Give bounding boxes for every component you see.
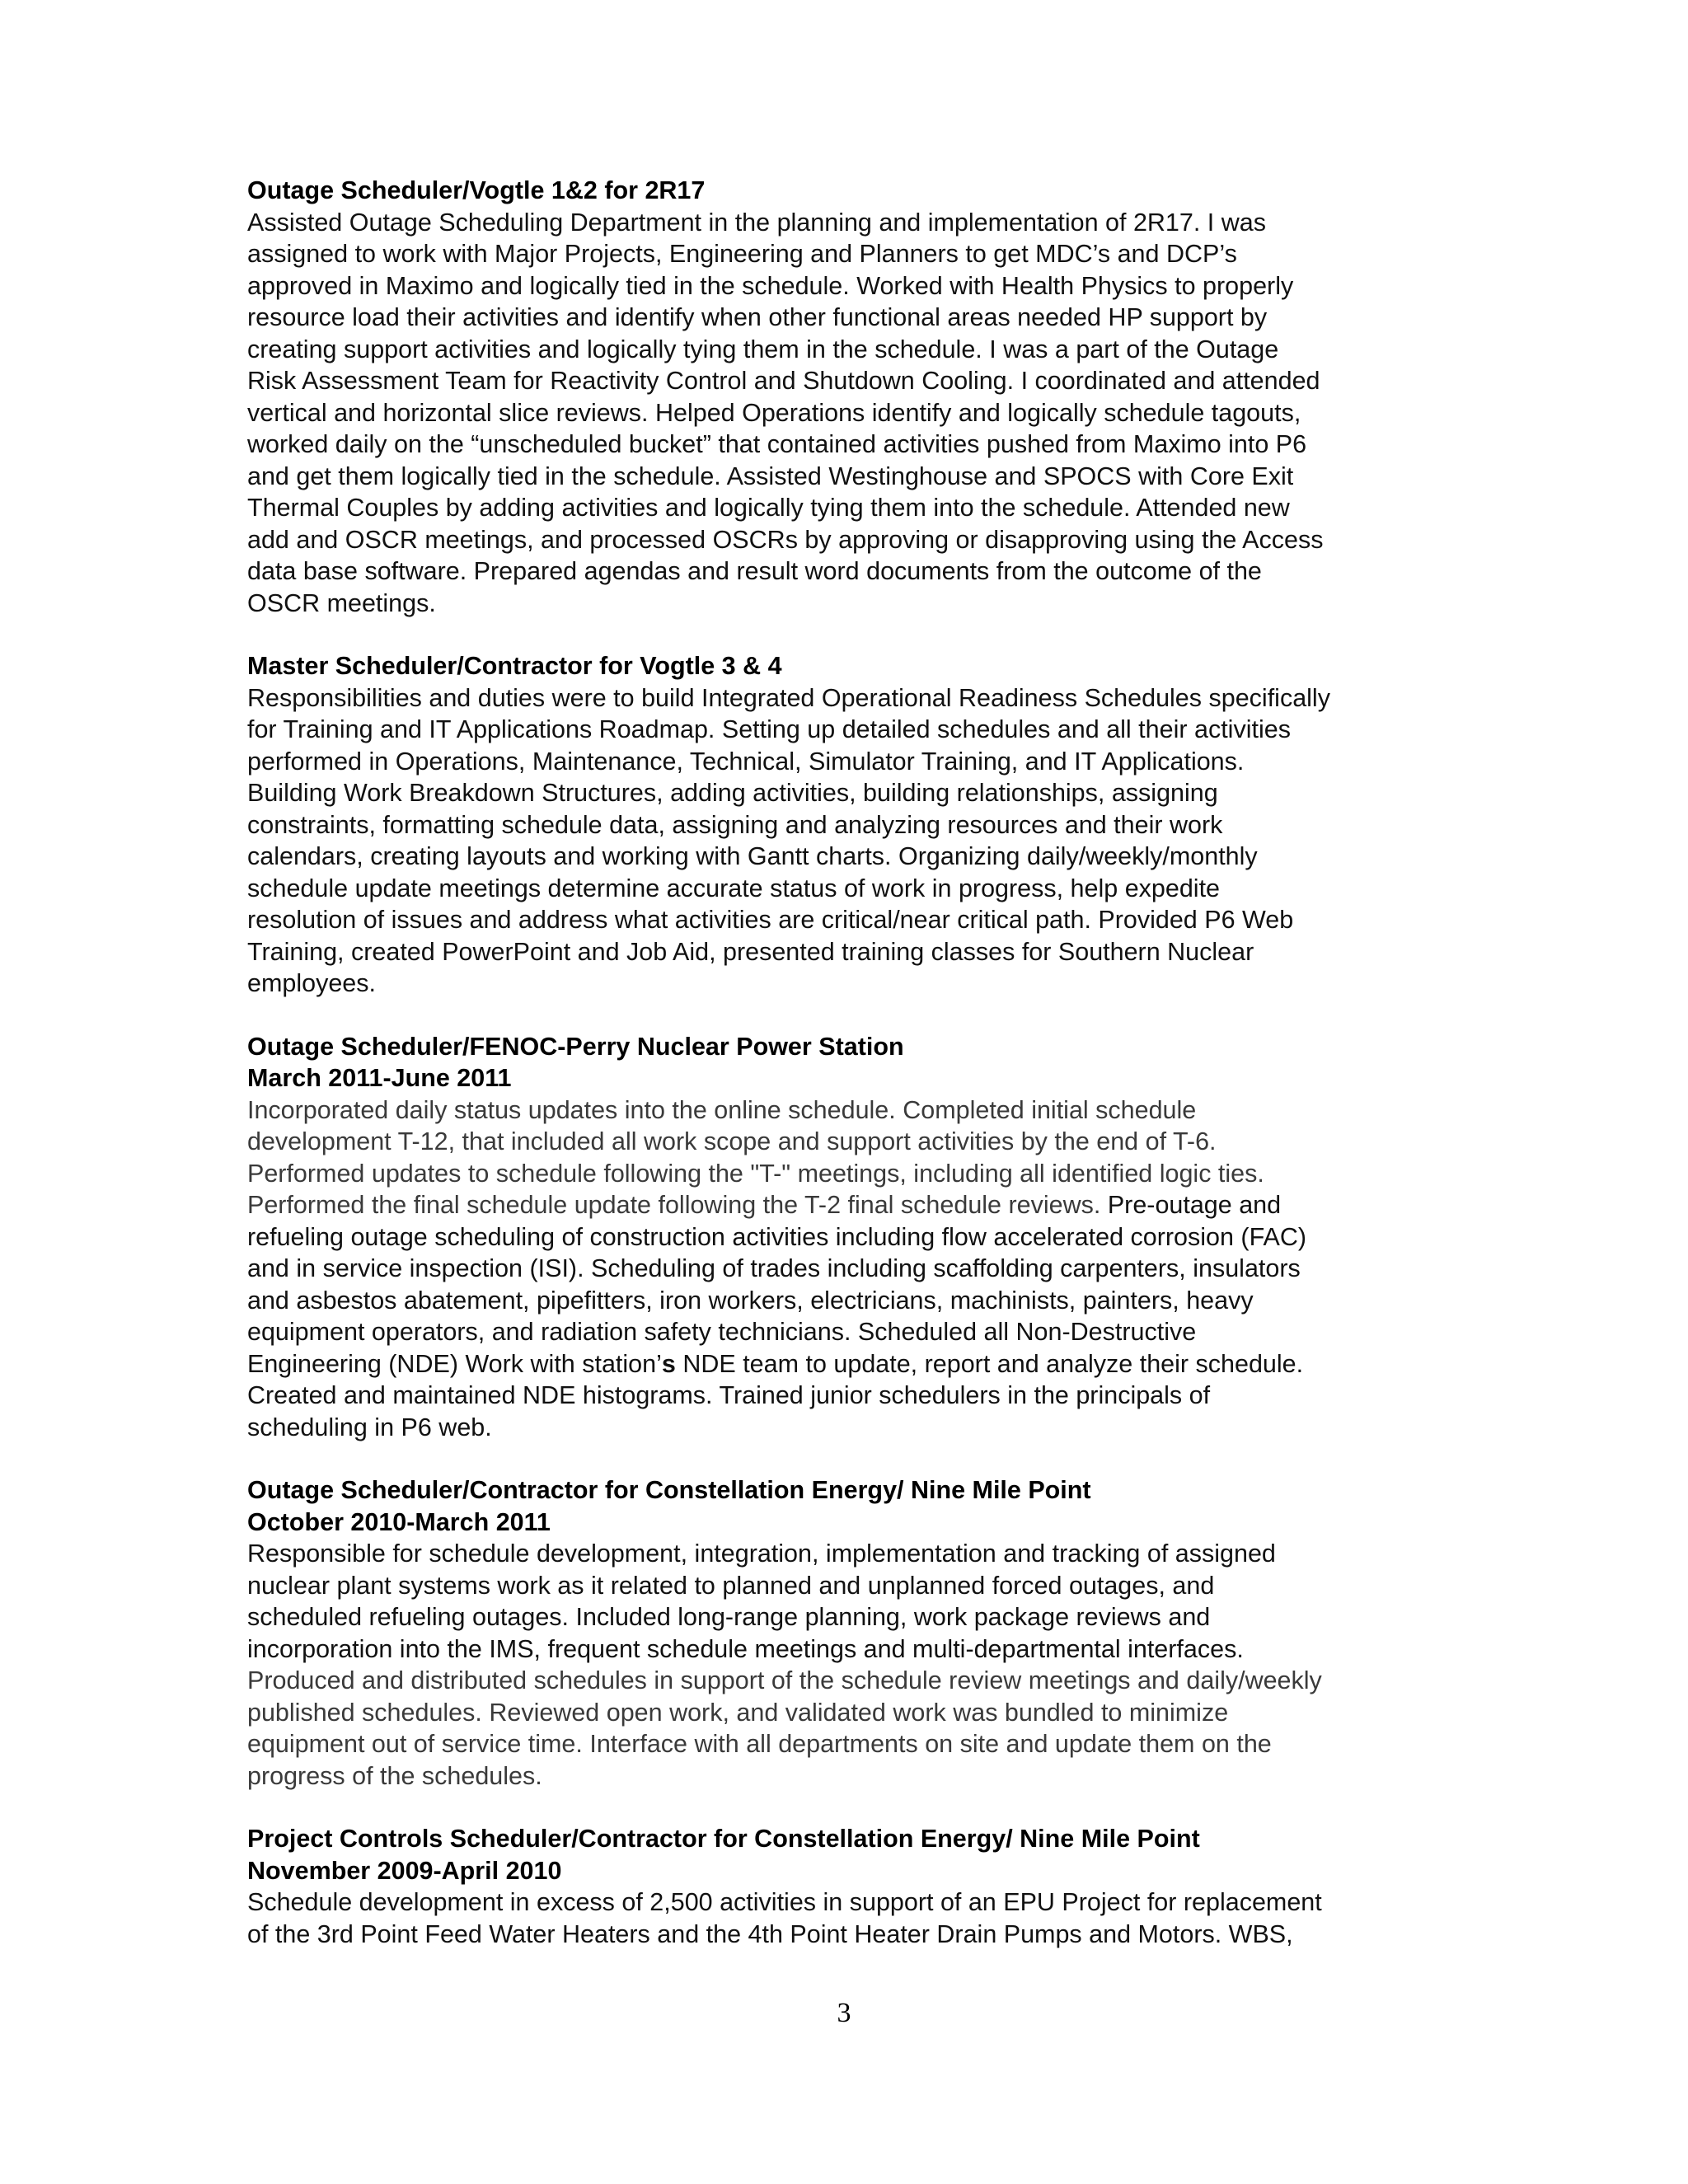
text-line: Produced and distributed schedules in support of the schedule review meetings and daily/weekly	[247, 1666, 1322, 1694]
text-line: Responsible for schedule development, integration, implementation and tracking of assigned	[247, 1540, 1276, 1568]
job-title: Outage Scheduler/Contractor for Constellation Energy/ Nine Mile Point	[247, 1476, 1091, 1504]
resume-content	[247, 175, 1451, 1981]
text-line: and get them logically tied in the schedule. Assisted Westinghouse and SPOCS with Core Exit	[247, 462, 1294, 490]
job-description	[247, 1538, 1451, 1792]
text-line: vertical and horizontal slice reviews. Helped Operations identify and logically schedule tagouts,	[247, 398, 1301, 427]
bold-text-span: s	[661, 1349, 676, 1378]
job-description	[247, 207, 1451, 620]
text-line: published schedules. Reviewed open work, and validated work was bundled to minimize	[247, 1698, 1229, 1727]
text-line: performed in Operations, Maintenance, Technical, Simulator Training, and IT Applications.	[247, 747, 1245, 776]
text-span: Engineering (NDE) Work with station’	[247, 1349, 662, 1378]
text-span: Pre-outage and	[1107, 1191, 1282, 1219]
job-description	[247, 1886, 1451, 1950]
text-line: approved in Maximo and logically tied in the schedule. Worked with Health Physics to properly	[247, 271, 1294, 300]
text-line: scheduling in P6 web.	[247, 1413, 492, 1441]
text-line: employees.	[247, 969, 376, 997]
job-title: Project Controls Scheduler/Contractor for Constellation Energy/ Nine Mile Point	[247, 1825, 1200, 1853]
job-title: Master Scheduler/Contractor for Vogtle 3 & 4	[247, 652, 782, 680]
job-description	[247, 1094, 1451, 1444]
text-line: scheduled refueling outages. Included long-range planning, work package reviews and	[247, 1603, 1211, 1631]
text-line: assigned to work with Major Projects, Engineering and Planners to get MDC’s and DCP’s	[247, 240, 1237, 268]
job-section-vogtle-1-2	[247, 175, 1451, 619]
text-line: Created and maintained NDE histograms. Trained junior schedulers in the principals of	[247, 1381, 1211, 1409]
job-section-perry	[247, 1031, 1451, 1444]
job-section-nine-mile-outage	[247, 1474, 1451, 1792]
text-line	[247, 1348, 1451, 1380]
text-line: Responsibilities and duties were to build Integrated Operational Readiness Schedules specifically	[247, 683, 1330, 712]
text-line: Risk Assessment Team for Reactivity Control and Shutdown Cooling. I coordinated and attended	[247, 367, 1320, 395]
text-line: Incorporated daily status updates into the online schedule. Completed initial schedule	[247, 1095, 1197, 1124]
job-title: Outage Scheduler/Vogtle 1&2 for 2R17	[247, 176, 706, 204]
text-line: resolution of issues and address what activities are critical/near critical path. Provided P6 Web	[247, 906, 1294, 934]
text-line: for Training and IT Applications Roadmap. Setting up detailed schedules and all their activities	[247, 715, 1291, 743]
text-line: of the 3rd Point Feed Water Heaters and the 4th Point Heater Drain Pumps and Motors. WBS,	[247, 1919, 1293, 1948]
text-line: Training, created PowerPoint and Job Aid, presented training classes for Southern Nuclear	[247, 937, 1254, 966]
text-line: Assisted Outage Scheduling Department in the planning and implementation of 2R17. I was	[247, 208, 1266, 237]
job-title: Outage Scheduler/FENOC-Perry Nuclear Power Station	[247, 1032, 904, 1061]
text-line: OSCR meetings.	[247, 588, 436, 617]
text-line: equipment out of service time. Interface with all departments on site and update them on the	[247, 1730, 1272, 1758]
text-line: refueling outage scheduling of construction activities including flow accelerated corrosion (FAC)	[247, 1222, 1307, 1251]
text-line: creating support activities and logically tying them in the schedule. I was a part of the Outage	[247, 335, 1279, 363]
text-line: schedule update meetings determine accurate status of work in progress, help expedite	[247, 874, 1221, 902]
text-line: data base software. Prepared agendas and result word documents from the outcome of the	[247, 557, 1262, 585]
text-line: Performed updates to schedule following the "T-" meetings, including all identified logic ties.	[247, 1159, 1264, 1188]
text-span: Performed the final schedule update following the T-2 final schedule reviews.	[247, 1191, 1108, 1219]
text-line: Building Work Breakdown Structures, adding activities, building relationships, assigning	[247, 779, 1218, 807]
text-line: worked daily on the “unscheduled bucket” that contained activities pushed from Maximo into P6	[247, 430, 1307, 458]
text-line: calendars, creating layouts and working with Gantt charts. Organizing daily/weekly/monthly	[247, 842, 1258, 870]
job-dates: March 2011-June 2011	[247, 1064, 512, 1092]
job-section-vogtle-3-4	[247, 650, 1451, 1000]
text-line	[247, 1189, 1451, 1221]
text-line: development T-12, that included all work scope and support activities by the end of T-6.	[247, 1127, 1217, 1155]
text-span: NDE team to update, report and analyze their schedule.	[675, 1349, 1304, 1378]
text-line: equipment operators, and radiation safety technicians. Scheduled all Non-Destructive	[247, 1318, 1197, 1346]
job-dates: October 2010-March 2011	[247, 1507, 551, 1536]
text-line: add and OSCR meetings, and processed OSCRs by approving or disapproving using the Access	[247, 525, 1324, 554]
job-dates: November 2009-April 2010	[247, 1856, 562, 1885]
job-description	[247, 682, 1451, 1000]
text-line: progress of the schedules.	[247, 1761, 542, 1790]
text-line: nuclear plant systems work as it related to planned and unplanned forced outages, and	[247, 1571, 1215, 1600]
page-number: 3	[837, 1998, 851, 2028]
text-line: constraints, formatting schedule data, assigning and analyzing resources and their work	[247, 810, 1223, 839]
text-line: incorporation into the IMS, frequent schedule meetings and multi-departmental interfaces.	[247, 1634, 1244, 1663]
text-line: and asbestos abatement, pipefitters, iron workers, electricians, machinists, painters, heavy	[247, 1286, 1254, 1315]
text-line: Thermal Couples by adding activities and logically tying them into the schedule. Attended new	[247, 494, 1290, 522]
text-line: Schedule development in excess of 2,500 activities in support of an EPU Project for replacement	[247, 1888, 1322, 1916]
text-line: and in service inspection (ISI). Scheduling of trades including scaffolding carpenters, insulators	[247, 1254, 1301, 1282]
job-section-nine-mile-project-controls	[247, 1823, 1451, 1950]
text-line: resource load their activities and identify when other functional areas needed HP support by	[247, 303, 1268, 331]
